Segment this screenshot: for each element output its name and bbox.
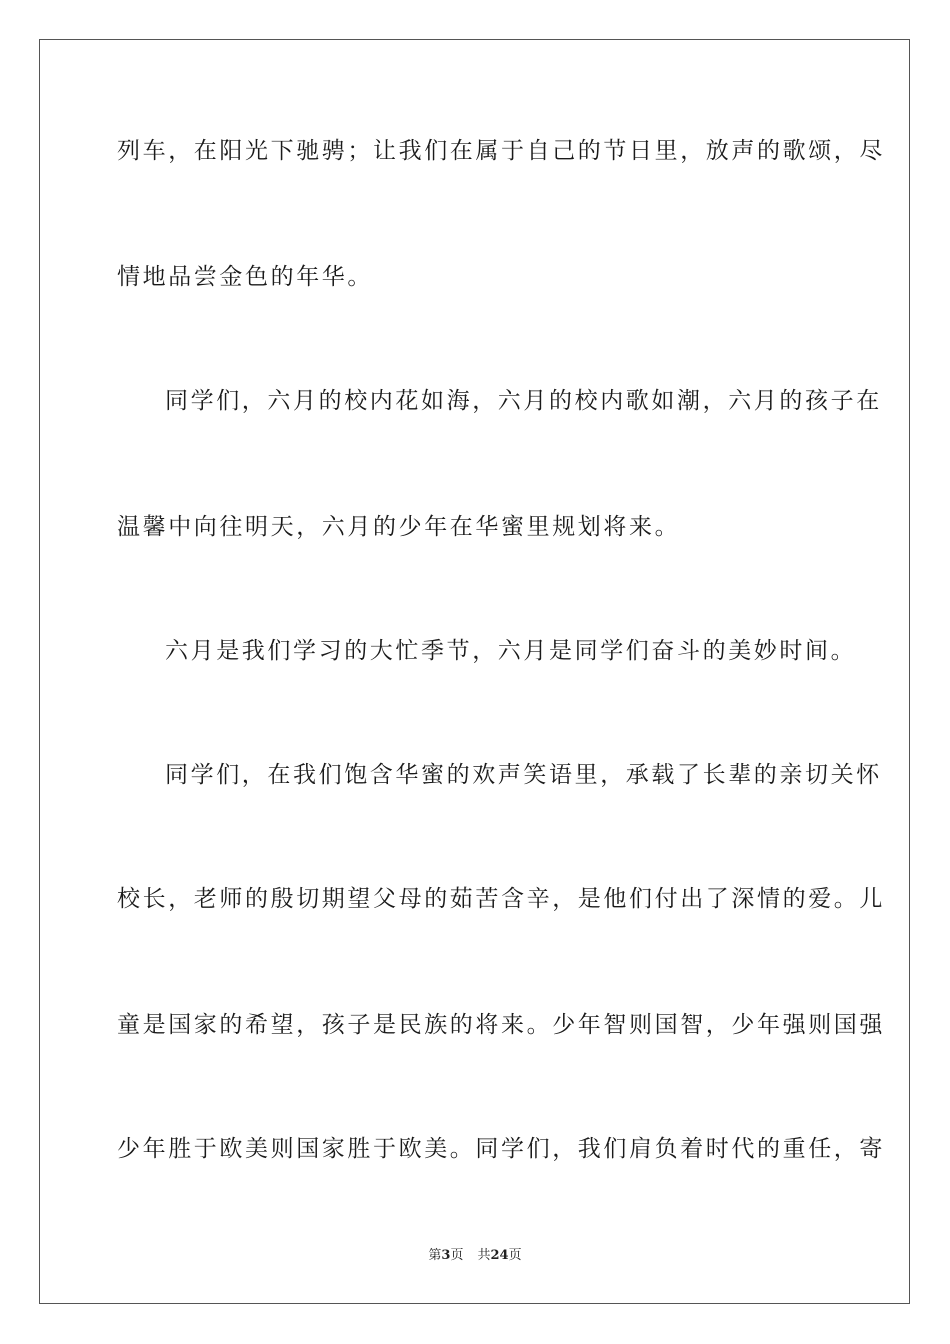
- current-page-number: 3: [441, 1248, 451, 1263]
- body-line-6: 同学们，在我们饱含华蜜的欢声笑语里，承载了长辈的亲切关怀: [165, 762, 882, 788]
- body-line-5: 六月是我们学习的大忙季节，六月是同学们奋斗的美妙时间。: [165, 638, 857, 664]
- body-line-4: 温馨中向往明天，六月的少年在华蜜里规划将来。: [117, 514, 681, 540]
- page-prefix: 第: [428, 1248, 442, 1263]
- body-line-8: 童是国家的希望，孩子是民族的将来。少年智则国智，少年强则国强: [117, 1012, 885, 1038]
- page-footer: [0, 1247, 950, 1265]
- body-line-3: 同学们，六月的校内花如海，六月的校内歌如潮，六月的孩子在: [165, 388, 882, 414]
- body-line-1: 列车，在阳光下驰骋；让我们在属于自己的节日里，放声的歌颂，尽: [117, 138, 885, 164]
- body-line-7: 校长，老师的殷切期望父母的茹苦含辛，是他们付出了深情的爱。儿: [117, 886, 885, 912]
- page-suffix: 页: [450, 1248, 464, 1263]
- page-border: [39, 39, 910, 1304]
- body-line-2: 情地品尝金色的年华。: [117, 264, 373, 290]
- total-prefix: 共: [477, 1248, 491, 1263]
- total-page-count: 24: [490, 1248, 509, 1263]
- total-suffix: 页: [508, 1248, 522, 1263]
- body-line-9: 少年胜于欧美则国家胜于欧美。同学们，我们肩负着时代的重任，寄: [117, 1136, 885, 1162]
